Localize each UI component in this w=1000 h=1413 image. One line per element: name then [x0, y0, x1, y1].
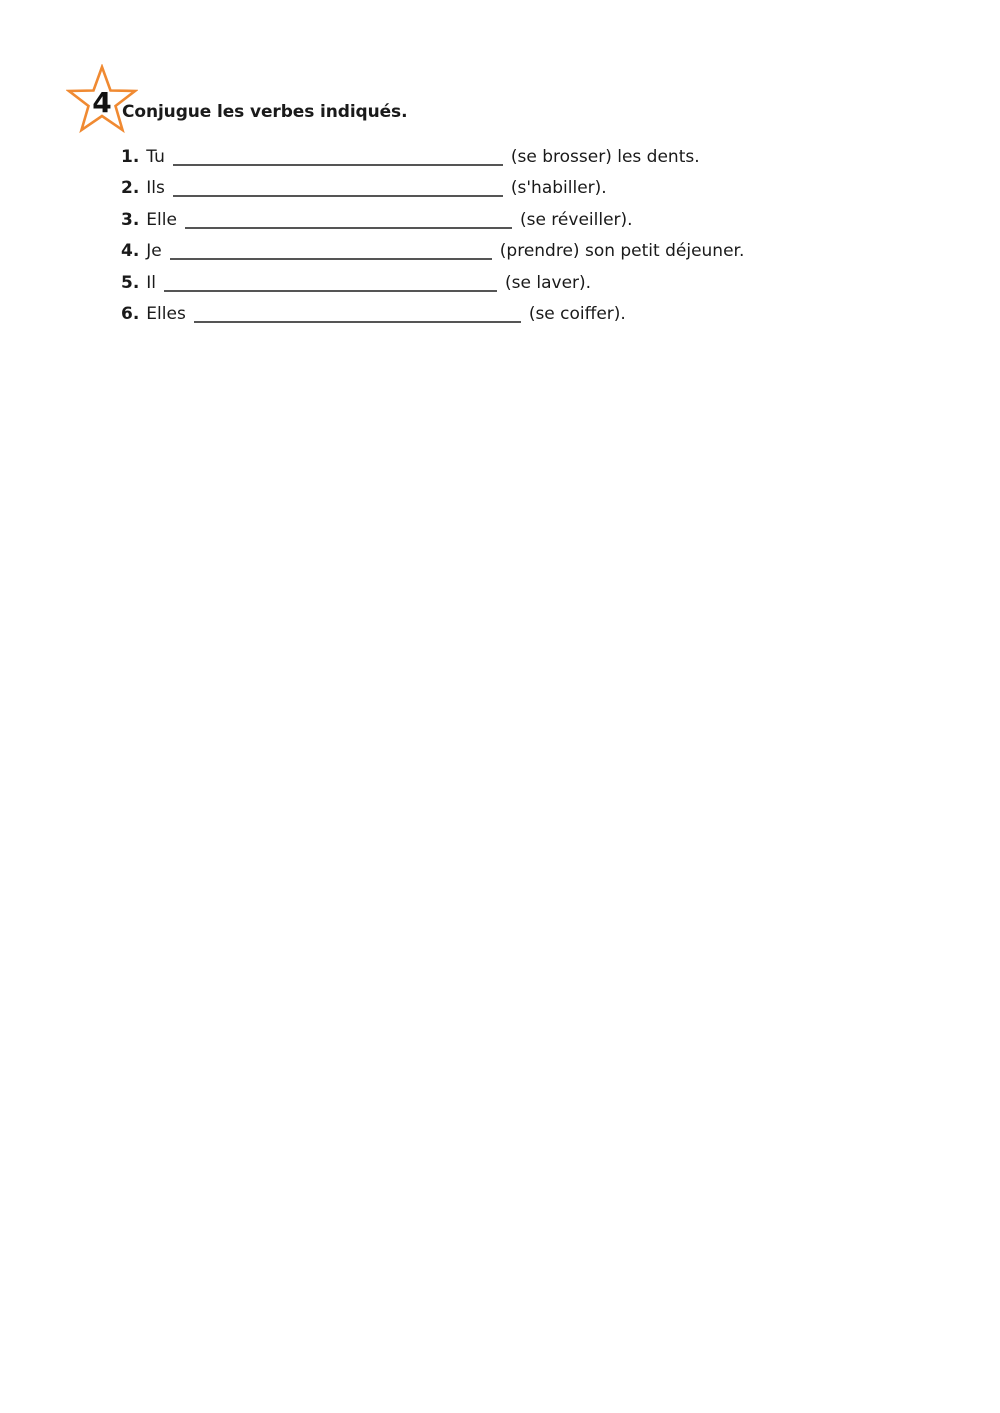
list-item	[121, 236, 841, 268]
item-hint: (se brosser) les dents.	[510, 146, 700, 167]
answer-blank[interactable]	[185, 209, 512, 229]
item-hint: (prendre) son petit déjeuner.	[499, 241, 745, 262]
item-subject: Ils	[146, 178, 165, 199]
item-number: 3.	[121, 209, 140, 230]
answer-blank[interactable]	[170, 240, 492, 260]
item-subject: Il	[146, 272, 157, 293]
exercise-number: 4	[92, 86, 112, 119]
star-badge	[66, 64, 138, 136]
exercise-list	[121, 141, 841, 330]
list-item	[121, 299, 841, 331]
item-number: 1.	[121, 146, 140, 167]
answer-blank[interactable]	[173, 177, 503, 197]
answer-blank[interactable]	[173, 146, 503, 166]
item-hint: (se coiffer).	[528, 304, 626, 325]
exercise-header	[66, 64, 486, 134]
item-subject: Elle	[146, 209, 177, 230]
item-subject: Je	[146, 241, 162, 262]
item-subject: Elles	[146, 304, 186, 325]
list-item	[121, 267, 841, 299]
item-hint: (s'habiller).	[510, 178, 607, 199]
list-item	[121, 141, 841, 173]
list-item	[121, 204, 841, 236]
item-hint: (se réveiller).	[519, 209, 633, 230]
item-number: 2.	[121, 178, 140, 199]
item-number: 6.	[121, 304, 140, 325]
item-number: 4.	[121, 241, 140, 262]
exercise-instruction: Conjugue les verbes indiqués.	[122, 102, 408, 122]
item-subject: Tu	[146, 146, 165, 167]
answer-blank[interactable]	[194, 303, 521, 323]
item-number: 5.	[121, 272, 140, 293]
list-item	[121, 173, 841, 205]
item-hint: (se laver).	[505, 272, 592, 293]
answer-blank[interactable]	[164, 272, 497, 292]
